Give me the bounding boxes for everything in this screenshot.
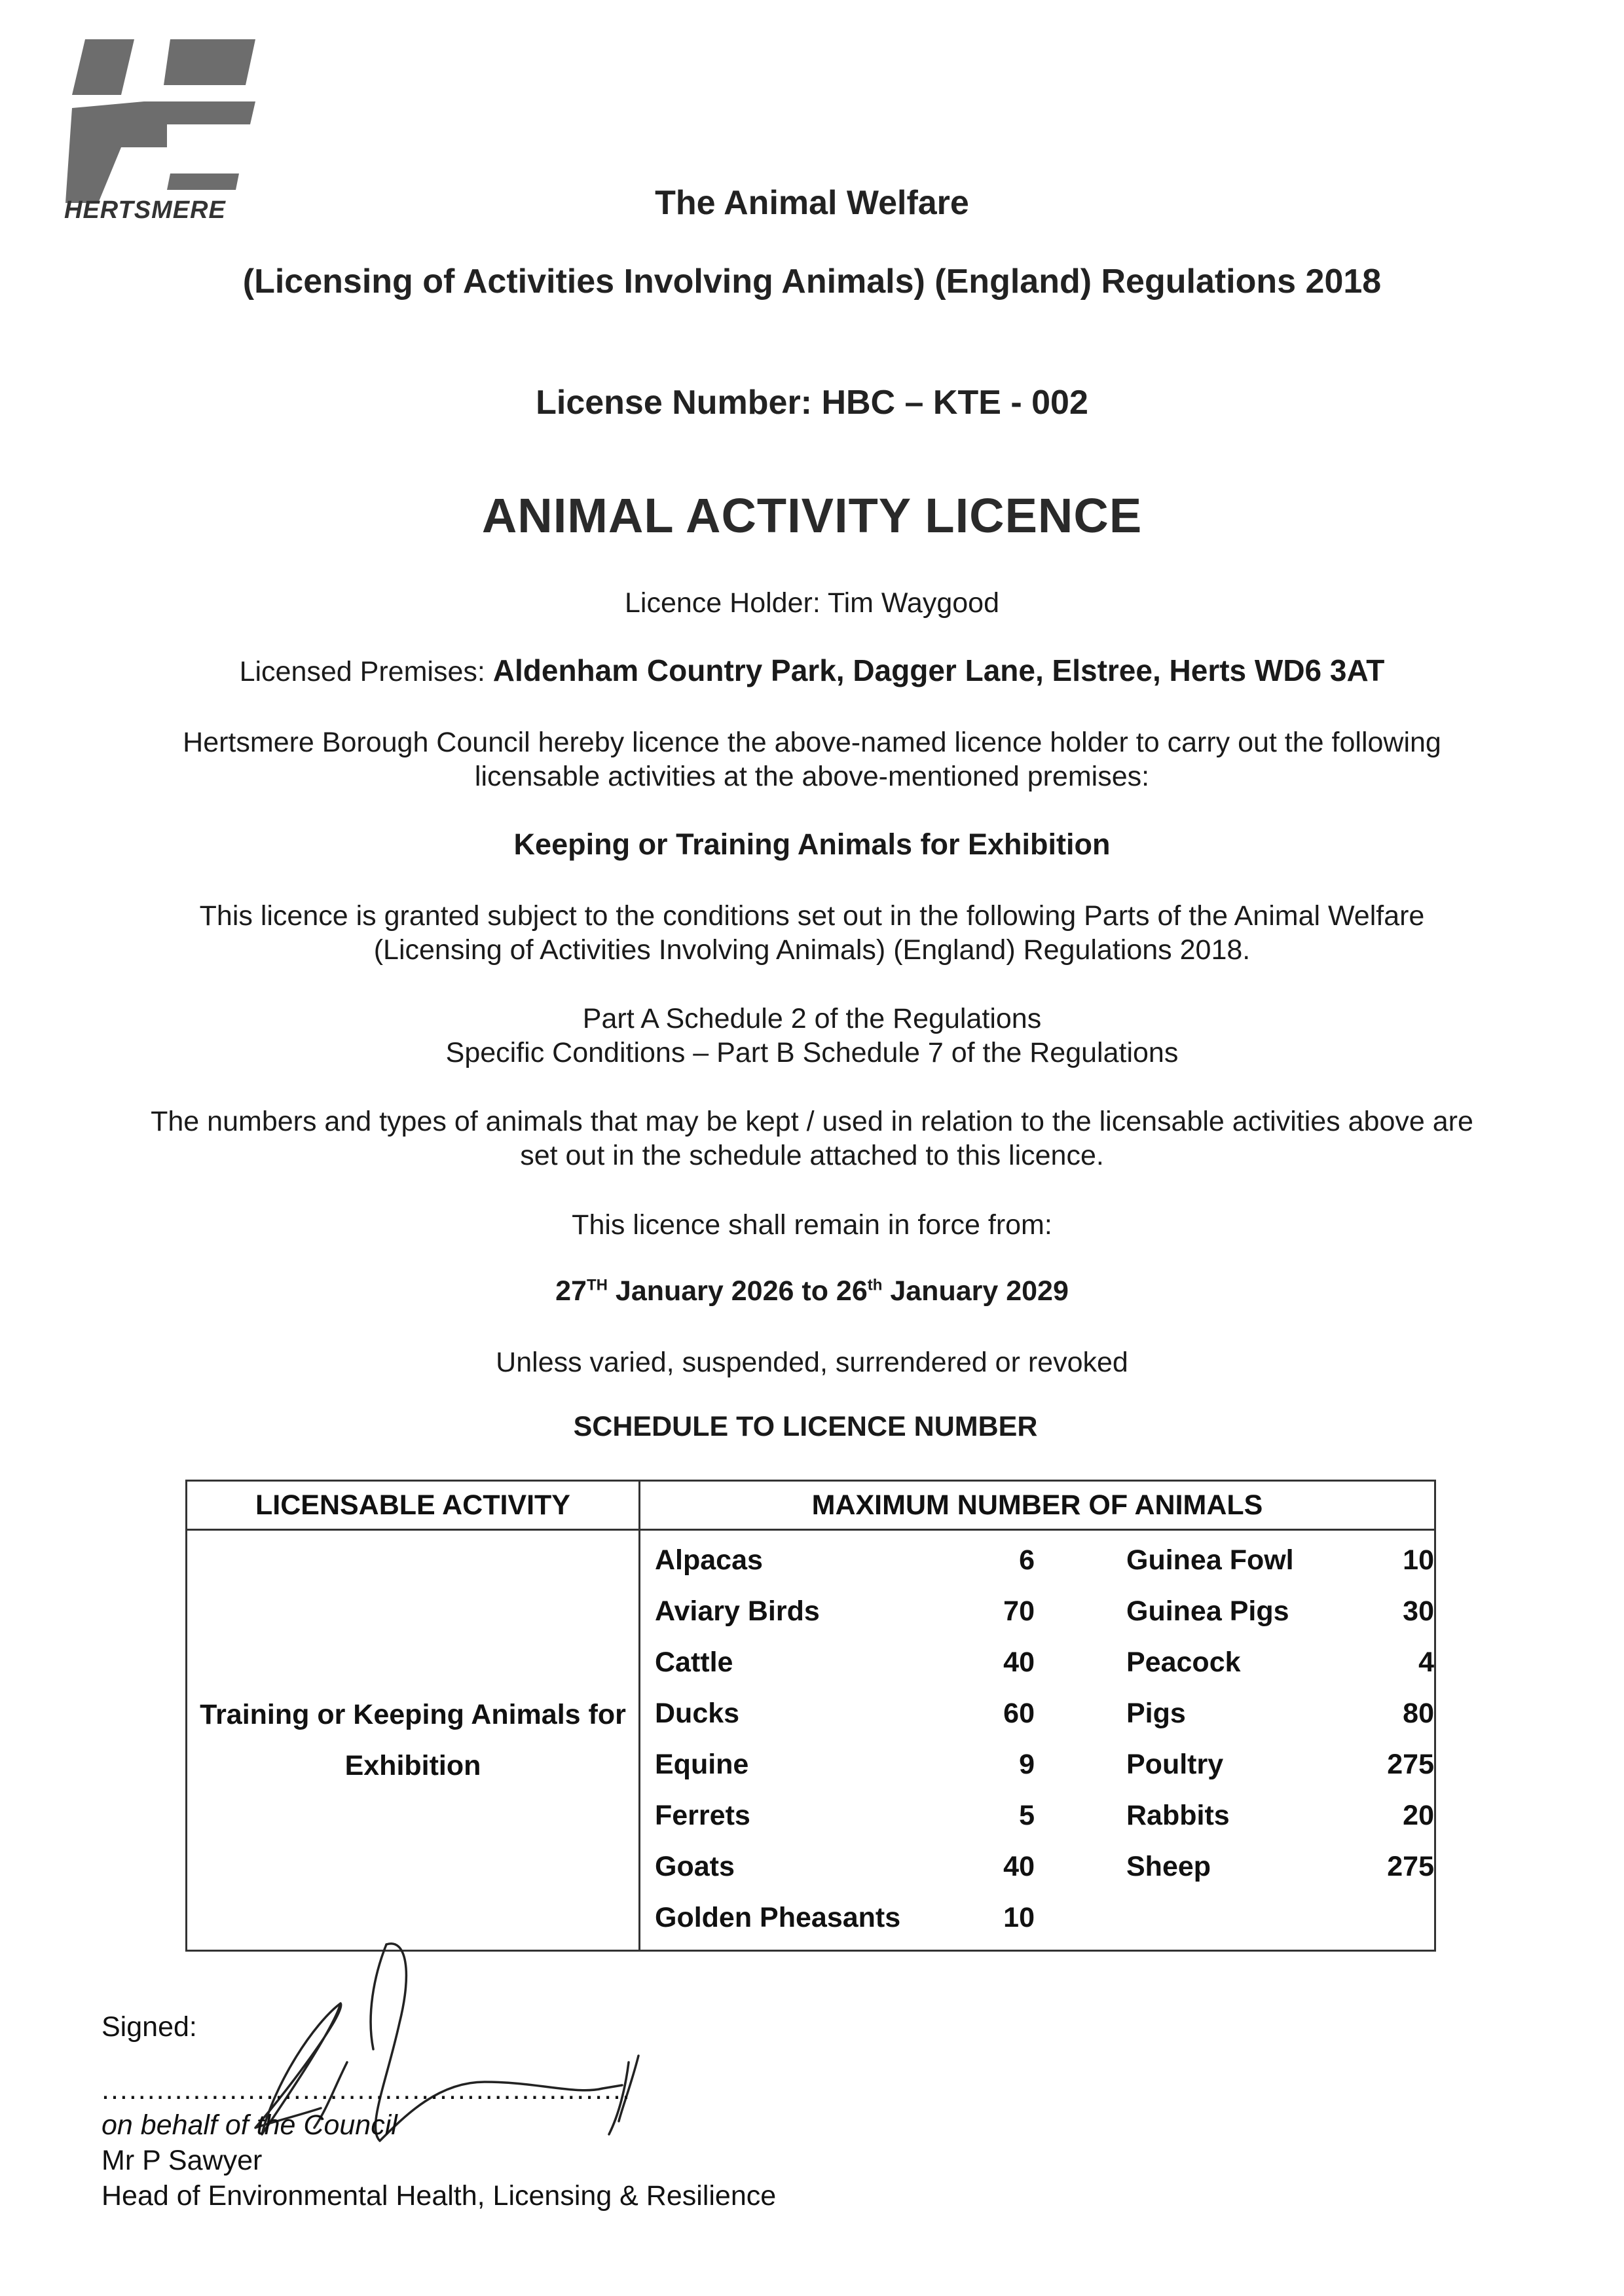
animal-name: Guinea Pigs bbox=[1126, 1595, 1289, 1627]
animal-count: 275 bbox=[1387, 1748, 1434, 1780]
animal-name: Cattle bbox=[655, 1646, 733, 1678]
animal-name: Peacock bbox=[1126, 1646, 1241, 1678]
animal-count: 275 bbox=[1387, 1850, 1434, 1882]
logo-text: HERTSMERE bbox=[64, 196, 226, 224]
premises-value: Aldenham Country Park, Dagger Lane, Elstree, Herts WD6 3AT bbox=[492, 653, 1385, 687]
animal-name: Aviary Birds bbox=[655, 1595, 820, 1627]
table-row bbox=[640, 1790, 1434, 1841]
activity-line2: Exhibition bbox=[344, 1750, 481, 1781]
table-row bbox=[640, 1586, 1434, 1637]
table-row bbox=[640, 1739, 1434, 1790]
animal-count: 6 bbox=[1019, 1544, 1035, 1576]
heading-line2: (Licensing of Activities Involving Animals) (England) Regulations 2018 bbox=[242, 263, 1382, 301]
animal-name: Alpacas bbox=[655, 1544, 763, 1576]
officer-name: Mr P Sawyer bbox=[101, 2145, 263, 2176]
licensed-premises bbox=[0, 653, 1624, 689]
animal-count: 4 bbox=[1418, 1646, 1434, 1678]
animal-name: Equine bbox=[655, 1748, 749, 1780]
table-row bbox=[640, 1841, 1434, 1892]
animal-count: 40 bbox=[1003, 1646, 1035, 1678]
conditions-line2: (Licensing of Activities Involving Animals) (England) Regulations 2018. bbox=[373, 934, 1251, 966]
col-max-header: MAXIMUM NUMBER OF ANIMALS bbox=[640, 1481, 1435, 1530]
activity-line1: Training or Keeping Animals for bbox=[200, 1699, 626, 1730]
col-activity-header: LICENSABLE ACTIVITY bbox=[187, 1481, 640, 1530]
start-rest: January 2026 to 26 bbox=[607, 1275, 868, 1307]
animal-name: Goats bbox=[655, 1850, 735, 1882]
signed-label: Signed: bbox=[101, 2011, 197, 2043]
on-behalf-text: on behalf of the Council bbox=[101, 2109, 397, 2141]
animal-name: Sheep bbox=[1126, 1850, 1211, 1882]
animal-name: Pigs bbox=[1126, 1697, 1186, 1729]
premises-label: Licensed Premises: bbox=[239, 656, 485, 687]
end-sup: th bbox=[867, 1276, 883, 1294]
schedule-heading: SCHEDULE TO LICENCE NUMBER bbox=[573, 1411, 1038, 1442]
part-b: Specific Conditions – Part B Schedule 7 of the Regulations bbox=[445, 1037, 1179, 1068]
activity-cell bbox=[187, 1530, 640, 1951]
animal-count: 10 bbox=[1003, 1901, 1035, 1933]
heading-line1: The Animal Welfare bbox=[655, 184, 969, 222]
animal-name: Poultry bbox=[1126, 1748, 1224, 1780]
intro-line2: licensable activities at the above-mentioned premises: bbox=[474, 761, 1150, 792]
animal-count: 60 bbox=[1003, 1697, 1035, 1729]
table-row bbox=[640, 1535, 1434, 1586]
animal-name: Guinea Fowl bbox=[1126, 1544, 1294, 1576]
start-day: 27 bbox=[555, 1275, 587, 1307]
animal-name: Rabbits bbox=[1126, 1799, 1230, 1831]
page-title: ANIMAL ACTIVITY LICENCE bbox=[481, 488, 1143, 543]
table-row bbox=[640, 1637, 1434, 1688]
animal-count: 9 bbox=[1019, 1748, 1035, 1780]
animal-count: 40 bbox=[1003, 1850, 1035, 1882]
intro-line1: Hertsmere Borough Council hereby licence the above-named licence holder to carry out the following bbox=[183, 727, 1441, 758]
signature-line: .......................................................... bbox=[101, 2074, 631, 2105]
animal-count: 30 bbox=[1403, 1595, 1434, 1627]
animal-name: Golden Pheasants bbox=[655, 1901, 901, 1933]
animal-count: 70 bbox=[1003, 1595, 1035, 1627]
numbers-line2: set out in the schedule attached to this licence. bbox=[520, 1140, 1104, 1171]
officer-title: Head of Environmental Health, Licensing & Resilience bbox=[101, 2180, 777, 2212]
animal-count: 20 bbox=[1403, 1799, 1434, 1831]
animal-count: 5 bbox=[1019, 1799, 1035, 1831]
schedule-table bbox=[185, 1480, 1436, 1952]
table-row bbox=[640, 1688, 1434, 1739]
animal-count: 80 bbox=[1403, 1697, 1434, 1729]
unless-text: Unless varied, suspended, surrendered or revoked bbox=[496, 1347, 1128, 1378]
licence-dates bbox=[0, 1275, 1624, 1307]
animal-count: 10 bbox=[1403, 1544, 1434, 1576]
activity-heading: Keeping or Training Animals for Exhibition bbox=[513, 828, 1111, 861]
license-number: License Number: HBC – KTE - 002 bbox=[536, 384, 1088, 422]
numbers-line1: The numbers and types of animals that may be kept / used in relation to the licensable activities above are bbox=[151, 1106, 1473, 1137]
table-row bbox=[640, 1892, 1434, 1943]
start-sup: TH bbox=[586, 1276, 608, 1294]
animal-name: Ducks bbox=[655, 1697, 740, 1729]
part-a: Part A Schedule 2 of the Regulations bbox=[582, 1003, 1042, 1034]
conditions-line1: This licence is granted subject to the conditions set out in the following Parts of the Animal Welfare bbox=[199, 900, 1425, 932]
force-from: This licence shall remain in force from: bbox=[572, 1209, 1052, 1241]
end-rest: January 2029 bbox=[882, 1275, 1069, 1307]
animal-name: Ferrets bbox=[655, 1799, 750, 1831]
licence-holder: Licence Holder: Tim Waygood bbox=[625, 587, 999, 619]
animals-cell bbox=[640, 1530, 1435, 1951]
